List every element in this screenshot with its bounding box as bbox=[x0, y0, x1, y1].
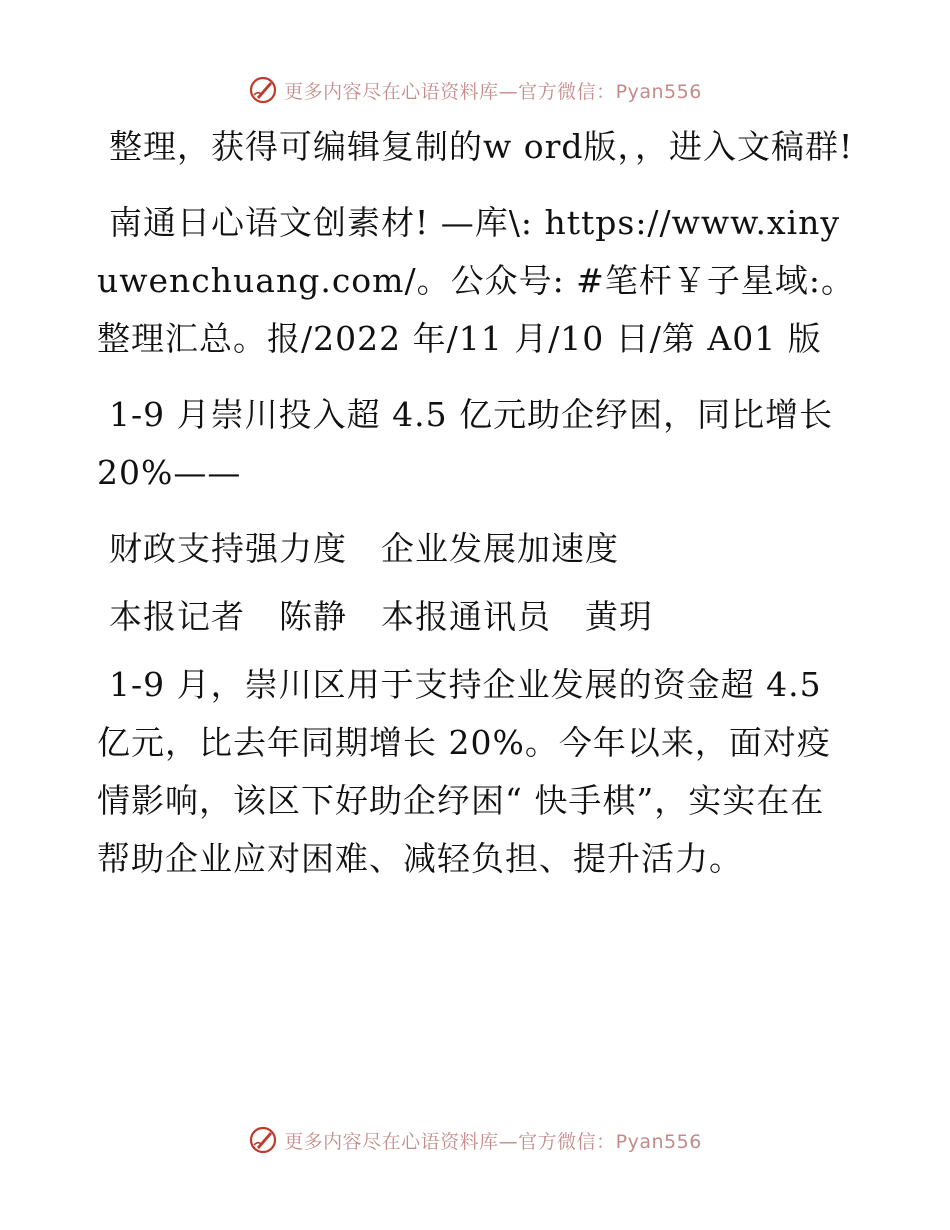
header-watermark bbox=[0, 70, 950, 110]
article-subheadline: 财政支持强力度 企业发展加速度 bbox=[109, 529, 619, 568]
quill-pen-icon bbox=[248, 1125, 278, 1155]
watermark-text: 更多内容尽在心语资料库—官方微信：Pyan556 bbox=[284, 1130, 702, 1153]
article-headline: 1-9 月崇川投入超 4.5 亿元助企纾困，同比增长 20%—— bbox=[97, 395, 834, 492]
quill-pen-icon bbox=[248, 75, 278, 105]
paragraph-intro: 整理，获得可编辑复制的w ord版，，进入文稿群! bbox=[109, 127, 854, 166]
document-body bbox=[97, 118, 857, 906]
article-byline: 本报记者 陈静 本报通讯员 黄玥 bbox=[109, 597, 653, 636]
footer-watermark bbox=[0, 1120, 950, 1160]
watermark-text: 更多内容尽在心语资料库—官方微信：Pyan556 bbox=[284, 80, 702, 103]
paragraph-source: 南通日心语文创素材! —库\: https://www.xinyuwenchuang.com/。公众号: #笔杆￥子星域:。整理汇总。报/2022 年/11 月/10 日/第 A01 版 bbox=[97, 203, 855, 358]
article-body-paragraph: 1-9 月，崇川区用于支持企业发展的资金超 4.5 亿元，比去年同期增长 20%。今年以来，面对疫情影响，该区下好助企纾困“ 快手棋”，实实在在帮助企业应对困难、减轻负担、提升活力。 bbox=[97, 665, 831, 878]
